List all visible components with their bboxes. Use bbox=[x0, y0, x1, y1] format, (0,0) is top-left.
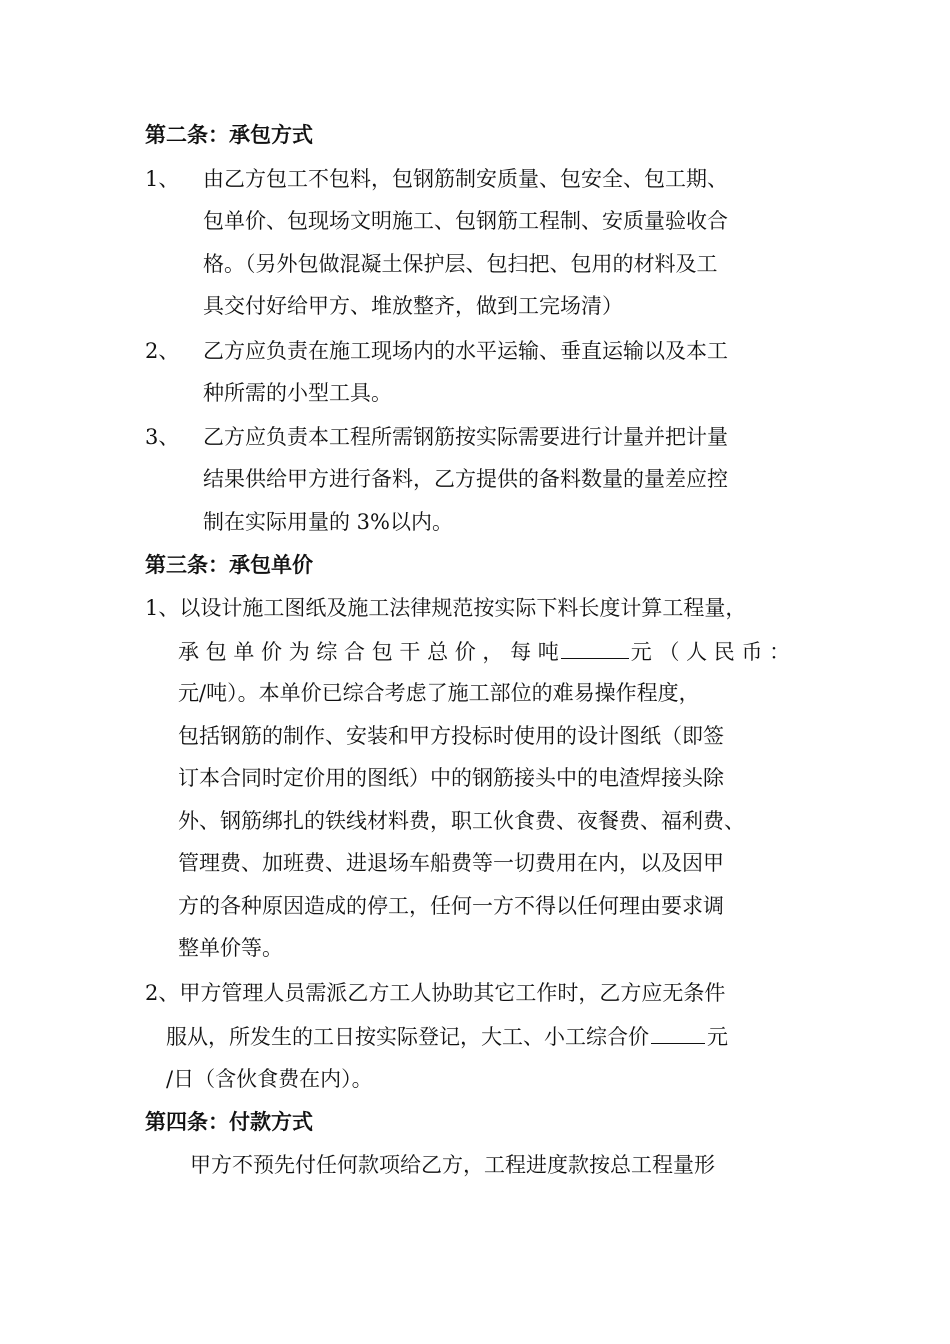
list-number: 2、 bbox=[145, 339, 180, 363]
paragraph-line: 种所需的小型工具。 bbox=[203, 381, 392, 405]
paragraph-line: 包括钢筋的制作、安装和甲方投标时使用的设计图纸（即签 bbox=[178, 724, 724, 748]
paragraph-line: 包单价、包现场文明施工、包钢筋工程制、安质量验收合 bbox=[203, 209, 728, 233]
paragraph-line: 乙方应负责本工程所需钢筋按实际需要进行计量并把计量 bbox=[203, 425, 728, 449]
paragraph-line: 甲方不预先付任何款项给乙方，工程进度款按总工程量形 bbox=[190, 1153, 715, 1177]
paragraph-line: 具交付好给甲方、堆放整齐，做到工完场清） bbox=[203, 294, 623, 318]
paragraph-line: 制在实际用量的 3%以内。 bbox=[203, 510, 453, 534]
price-unit: 元 （ 人 民 币 ： bbox=[630, 640, 791, 664]
paragraph-line: 由乙方包工不包料，包钢筋制安质量、包安全、包工期、 bbox=[203, 167, 728, 191]
paragraph-line: 外、钢筋绑扎的铁线材料费，职工伙食费、夜餐费、福利费、 bbox=[178, 809, 745, 833]
paragraph-line: 结果供给甲方进行备料，乙方提供的备料数量的量差应控 bbox=[203, 467, 728, 491]
list-number: 1、 bbox=[145, 167, 180, 191]
daily-rate-blank[interactable] bbox=[651, 1021, 705, 1044]
section-heading-3: 第三条：承包单价 bbox=[145, 552, 313, 577]
paragraph-line: 方的各种原因造成的停工，任何一方不得以任何理由要求调 bbox=[178, 894, 724, 918]
paragraph-line: 格。（另外包做混凝土保护层、包扫把、包用的材料及工 bbox=[203, 252, 718, 276]
paragraph-line bbox=[178, 636, 790, 667]
paragraph-line: 元/吨）。本单价已综合考虑了施工部位的难易操作程度， bbox=[178, 681, 700, 705]
paragraph-line: 订本合同时定价用的图纸）中的钢筋接头中的电渣焊接头除 bbox=[178, 766, 724, 790]
section-heading-2: 第二条：承包方式 bbox=[145, 122, 313, 147]
paragraph-line: /日（含伙食费在内）。 bbox=[166, 1067, 373, 1091]
paragraph-line: 1、以设计施工图纸及施工法律规范按实际下料长度计算工程量， bbox=[145, 596, 747, 620]
daily-rate-label: 服从，所发生的工日按实际登记，大工、小工综合价 bbox=[166, 1025, 649, 1049]
section-heading-4: 第四条：付款方式 bbox=[145, 1109, 313, 1134]
paragraph-line: 乙方应负责在施工现场内的水平运输、垂直运输以及本工 bbox=[203, 339, 728, 363]
price-per-ton-blank[interactable] bbox=[561, 636, 629, 659]
paragraph-line: 2、甲方管理人员需派乙方工人协助其它工作时，乙方应无条件 bbox=[145, 981, 726, 1005]
paragraph-line: 整单价等。 bbox=[178, 936, 283, 960]
list-number: 3、 bbox=[145, 425, 180, 449]
paragraph-line bbox=[166, 1021, 728, 1052]
daily-rate-unit: 元 bbox=[707, 1025, 728, 1049]
paragraph-line: 管理费、加班费、进退场车船费等一切费用在内，以及因甲 bbox=[178, 851, 724, 875]
price-label: 承 包 单 价 为 综 合 包 干 总 价 ， 每 吨 bbox=[178, 640, 559, 664]
